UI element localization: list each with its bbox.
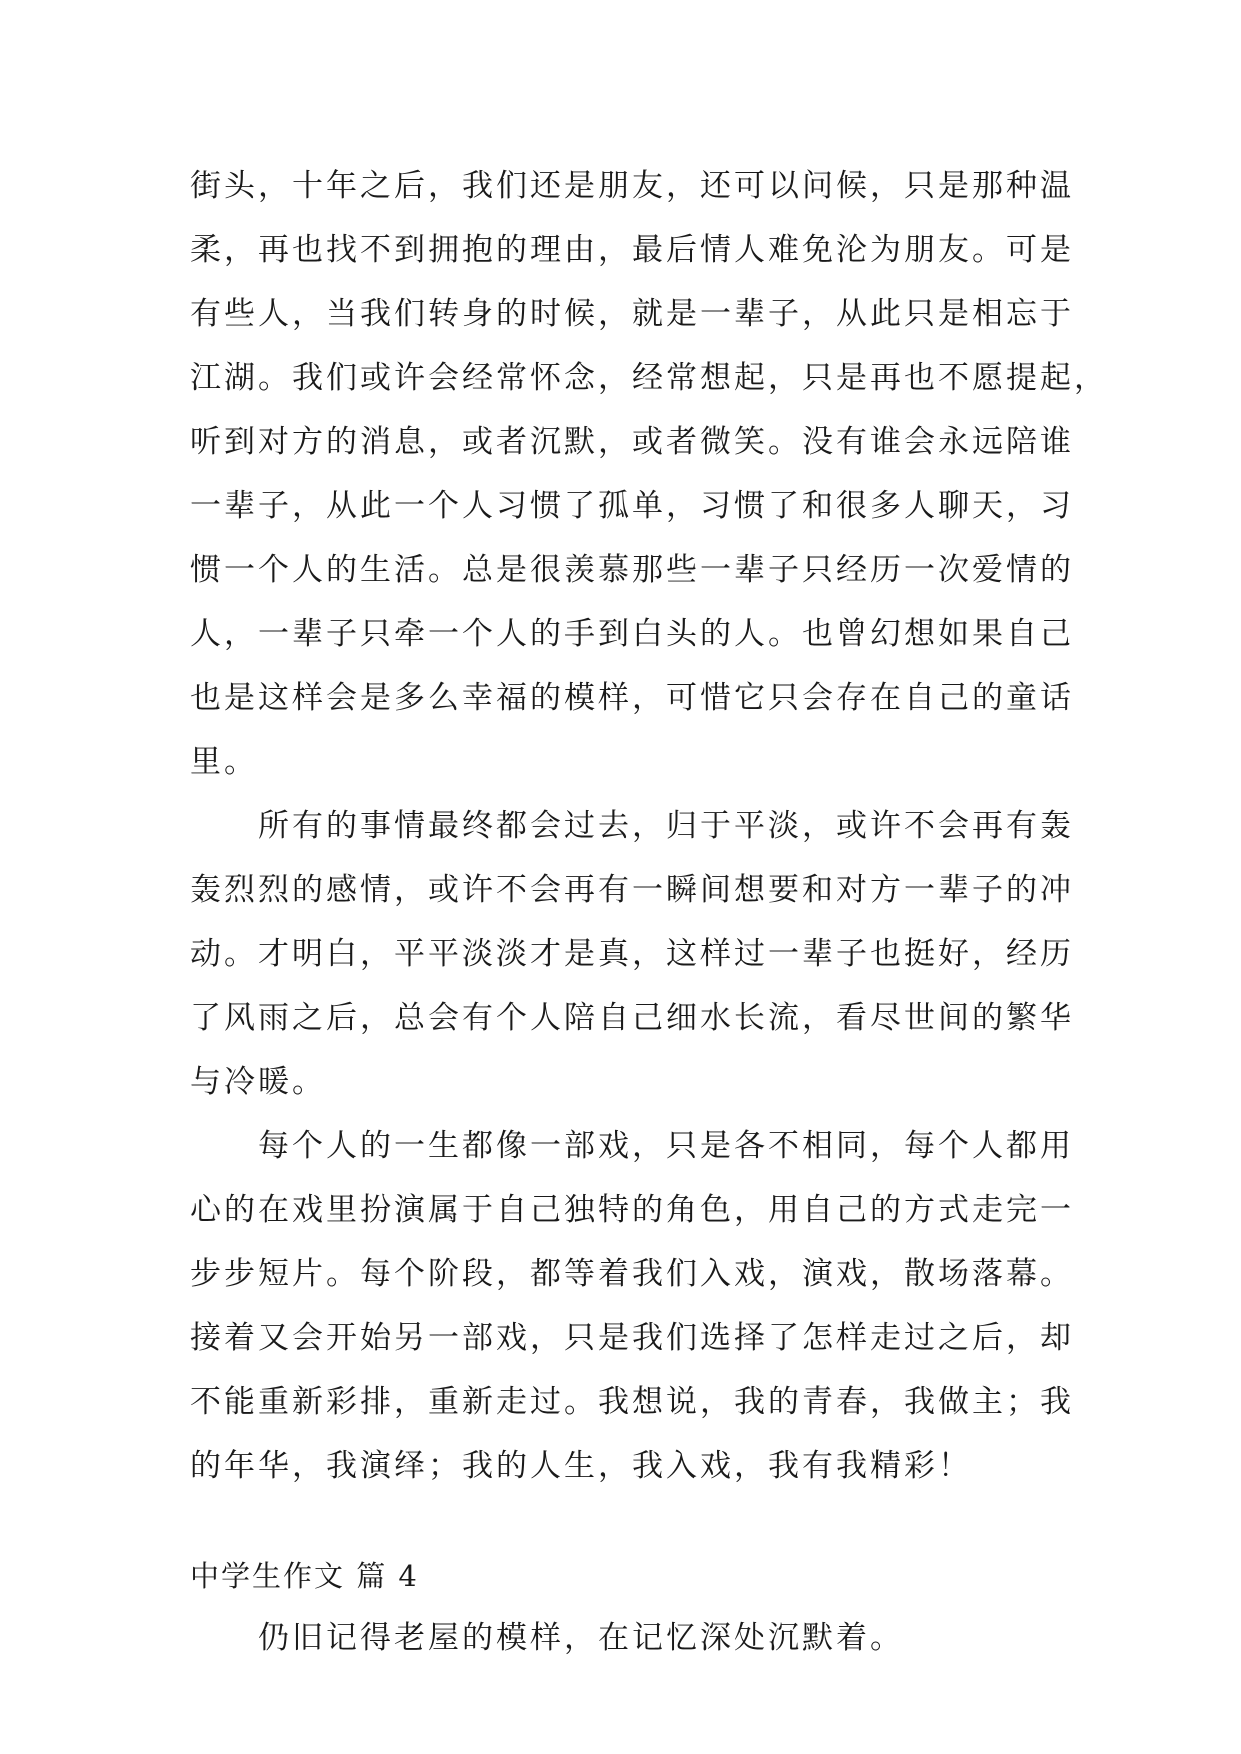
text-line: 不能重新彩排，重新走过。我想说，我的青春，我做主；我 bbox=[190, 1384, 1074, 1420]
text-line: 柔，再也找不到拥抱的理由，最后情人难免沦为朋友。可是 bbox=[190, 232, 1074, 268]
text-line: 步步短片。每个阶段，都等着我们入戏，演戏，散场落幕。 bbox=[190, 1256, 1074, 1292]
text-line: 仍旧记得老屋的模样，在记忆深处沉默着。 bbox=[190, 1620, 904, 1656]
document-body bbox=[190, 154, 1108, 1670]
text-line: 一辈子，从此一个人习惯了孤单，习惯了和很多人聊天，习 bbox=[190, 488, 1074, 524]
text-line: 人，一辈子只牵一个人的手到白头的人。也曾幻想如果自己 bbox=[190, 616, 1074, 652]
text-line: 接着又会开始另一部戏，只是我们选择了怎样走过之后，却 bbox=[190, 1320, 1074, 1356]
paragraph-2 bbox=[190, 794, 1074, 1114]
text-line: 也是这样会是多么幸福的模样，可惜它只会存在自己的童话 bbox=[190, 680, 1074, 716]
paragraph-4 bbox=[190, 1606, 1070, 1670]
text-line: 与冷暖。 bbox=[190, 1064, 326, 1100]
text-line: 江湖。我们或许会经常怀念，经常想起，只是再也不愿提起， bbox=[190, 360, 1108, 396]
text-line: 心的在戏里扮演属于自己独特的角色，用自己的方式走完一 bbox=[190, 1192, 1074, 1228]
text-line: 街头，十年之后，我们还是朋友，还可以问候，只是那种温 bbox=[190, 168, 1074, 204]
text-line: 轰烈烈的感情，或许不会再有一瞬间想要和对方一辈子的冲 bbox=[190, 872, 1074, 908]
section-heading: 中学生作文 篇 4 bbox=[190, 1559, 419, 1593]
section-spacer bbox=[190, 1498, 1070, 1546]
paragraph-1 bbox=[190, 154, 1108, 794]
text-line: 了风雨之后，总会有个人陪自己细水长流，看尽世间的繁华 bbox=[190, 1000, 1074, 1036]
text-line: 听到对方的消息，或者沉默，或者微笑。没有谁会永远陪谁 bbox=[190, 424, 1074, 460]
text-line: 有些人，当我们转身的时候，就是一辈子，从此只是相忘于 bbox=[190, 296, 1074, 332]
paragraph-3 bbox=[190, 1114, 1074, 1498]
text-line: 惯一个人的生活。总是很羡慕那些一辈子只经历一次爱情的 bbox=[190, 552, 1074, 588]
text-line: 里。 bbox=[190, 744, 258, 780]
text-line: 的年华，我演绎；我的人生，我入戏，我有我精彩！ bbox=[190, 1448, 972, 1484]
text-line: 每个人的一生都像一部戏，只是各不相同，每个人都用 bbox=[190, 1128, 1074, 1164]
text-line: 所有的事情最终都会过去，归于平淡，或许不会再有轰 bbox=[190, 808, 1074, 844]
text-line: 动。才明白，平平淡淡才是真，这样过一辈子也挺好，经历 bbox=[190, 936, 1074, 972]
